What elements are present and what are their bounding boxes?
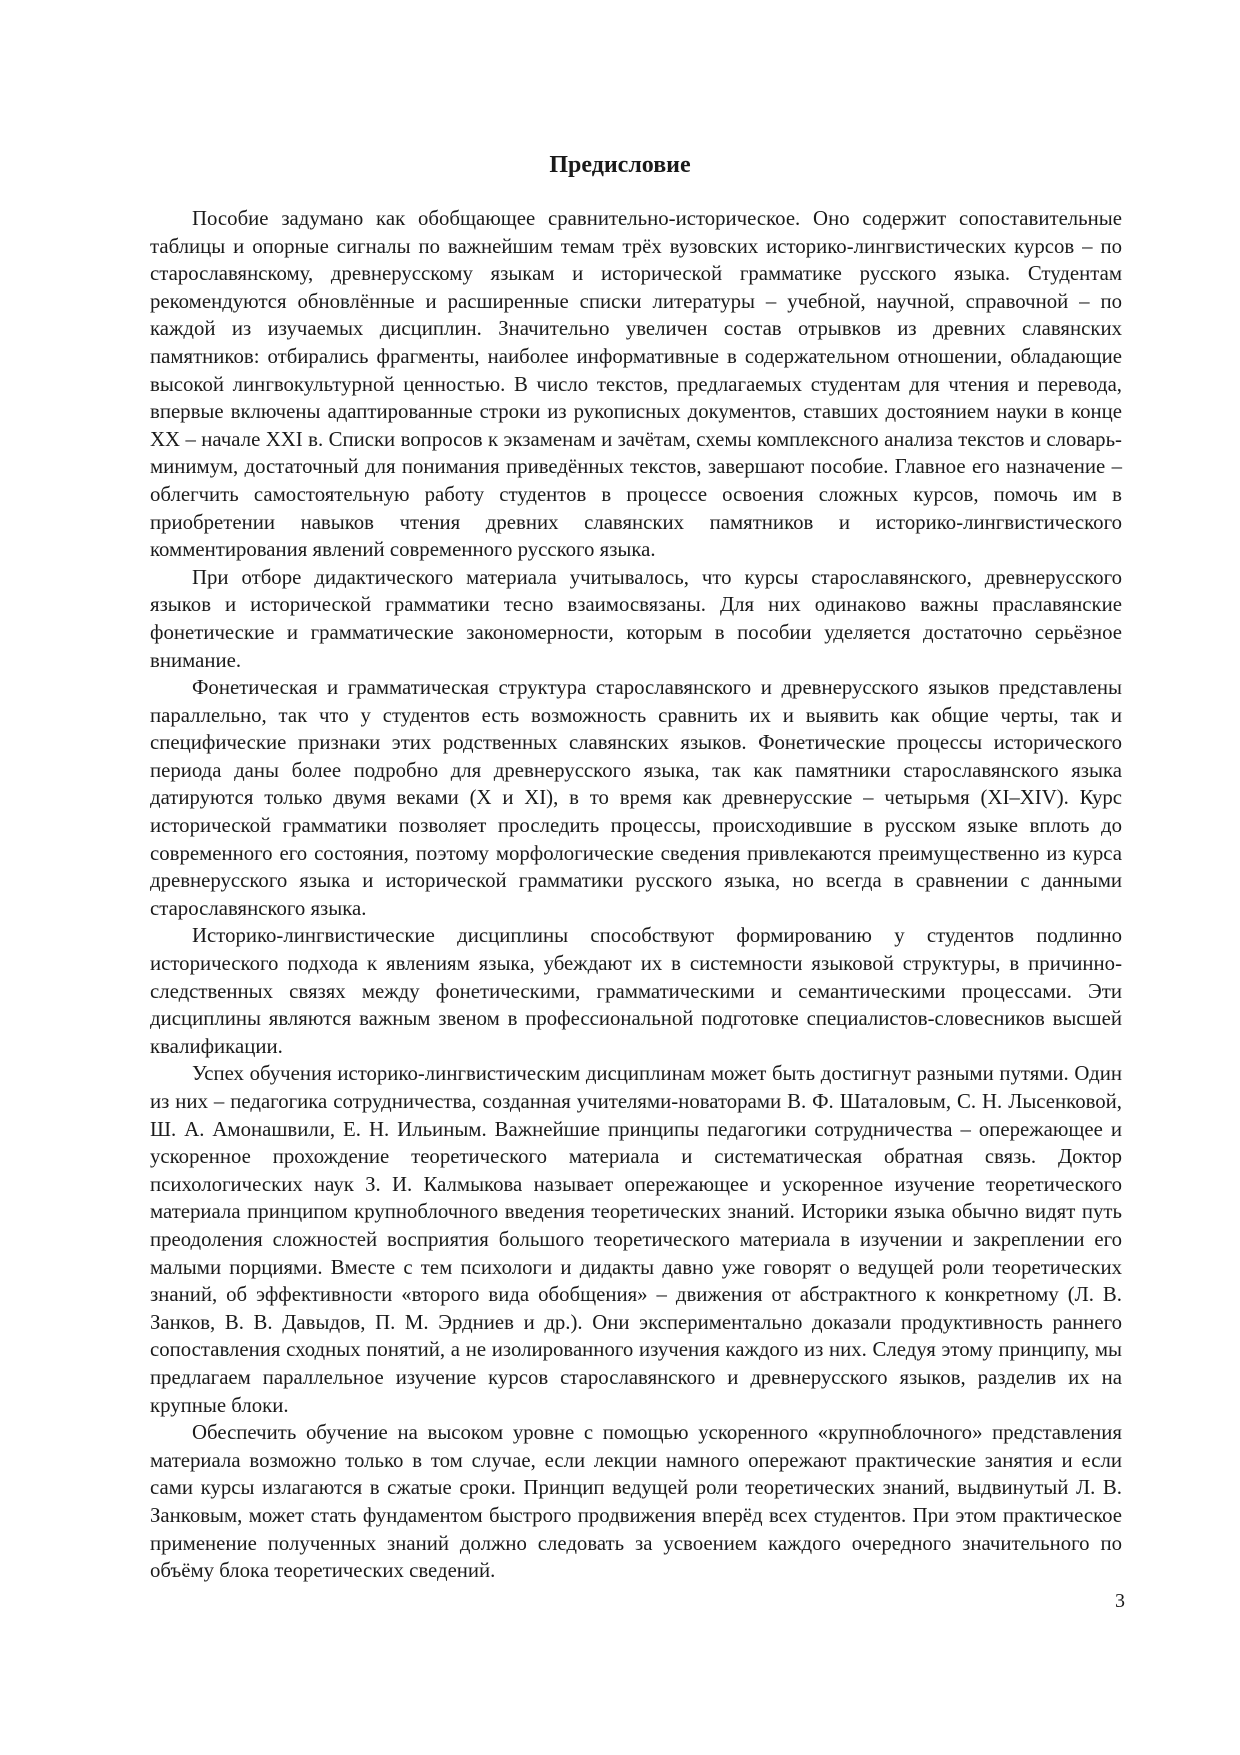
paragraph-3: Фонетическая и грамматическая структура старославянского и древнерусского языков представлены параллельно, так что у студентов есть возможность сравнить их и выявить как общие черты, так и специфические признаки этих родственных славянских языков. Фонетические процессы исторического периода даны более подробно для древнерусского языка, так как памятники старославянского языка датируются только двумя веками (X и XI), в то время как древнерусские – четырьмя (XI–XIV). Курс исторической грамматики позволяет проследить процессы, происходившие в русском языке вплоть до современного его состояния, поэтому морфологические сведения привлекаются преимущественно из курса древнерусского языка и исторической грамматики русского языка, но всегда в сравнении с данными старославянского языка. (150, 676, 1122, 920)
page-number: 3 (1115, 1590, 1125, 1612)
paragraph-1: Пособие задумано как обобщающее сравнительно-историческое. Оно содержит сопоставительные таблицы и опорные сигналы по важнейшим темам трёх вузовских историко-лингвистических курсов – по старославянскому, древнерусскому языкам и исторической грамматике русского языка. Студентам рекомендуются обновлённые и расширенные списки литературы – учебной, научной, справочной – по каждой из изучаемых дисциплин. Значительно увеличен состав отрывков из древних славянских памятников: отбирались фрагменты, наиболее информативные в содержательном отношении, обладающие высокой лингвокультурной ценностью. В число текстов, предлагаемых студентам для чтения и перевода, впервые включены адаптированные строки из рукописных документов, ставших достоянием науки в конце XX – начале XXI в. Списки вопросов к экзаменам и зачётам, схемы комплексного анализа текстов и словарь-минимум, достаточный для понимания приведённых текстов, завершают пособие. Главное его назначение – облегчить самостоятельную работу студентов в процессе освоения сложных курсов, помочь им в приобретении навыков чтения древних славянских памятников и историко-лингвистического комментирования явлений современного русского языка. (150, 207, 1122, 562)
paragraph-6: Обеспечить обучение на высоком уровне с помощью ускоренного «крупноблочного» представления материала возможно только в том случае, если лекции намного опережают практические занятия и если сами курсы излагаются в сжатые сроки. Принцип ведущей роли теоретических знаний, выдвинутый Л. В. Занковым, может стать фундаментом быстрого продвижения вперёд всех студентов. При этом практическое применение полученных знаний должно следовать за усвоением каждого очередного значительного по объёму блока теоретических сведений. (150, 1421, 1122, 1583)
page-title: Предисловие (549, 152, 691, 178)
paragraph-4: Историко-лингвистические дисциплины способствуют формированию у студентов подлинно исторического подхода к явлениям языка, убеждают их в системности языковой структуры, в причинно-следственных связях между фонетическими, грамматическими и семантическими процессами. Эти дисциплины являются важным звеном в профессиональной подготовке специалистов-словесников высшей квалификации. (150, 924, 1122, 1058)
paragraph-2: При отборе дидактического материала учитывалось, что курсы старославянского, древнерусского языков и исторической грамматики тесно взаимосвязаны. Для них одинаково важны праславянские фонетические и грамматические закономерности, которым в пособии уделяется достаточно серьёзное внимание. (150, 565, 1122, 672)
preface-body (150, 205, 1122, 1585)
paragraph-5: Успех обучения историко-лингвистическим дисциплинам может быть достигнут разными путями. Один из них – педагогика сотрудничества, созданная учителями-новаторами В. Ф. Шаталовым, С. Н. Лысенковой, Ш. А. Амонашвили, Е. Н. Ильиным. Важнейшие принципы педагогики сотрудничества – опережающее и ускоренное прохождение теоретического материала и систематическая обратная связь. Доктор психологических наук З. И. Калмыкова называет опережающее и ускоренное изучение теоретического материала принципом крупноблочного введения теоретических знаний. Историки языка обычно видят путь преодоления сложностей восприятия большого теоретического материала в изучении и закреплении его малыми порциями. Вместе с тем психологи и дидакты давно уже говорят о ведущей роли теоретических знаний, об эффективности «второго вида обобщения» – движения от абстрактного к конкретному (Л. В. Занков, В. В. Давыдов, П. М. Эрдниев и др.). Они экспериментально доказали продуктивность раннего сопоставления сходных понятий, а не изолированного изучения каждого из них. Следуя этому принципу, мы предлагаем параллельное изучение курсов старославянского и древнерусского языков, разделив их на крупные блоки. (150, 1062, 1122, 1417)
